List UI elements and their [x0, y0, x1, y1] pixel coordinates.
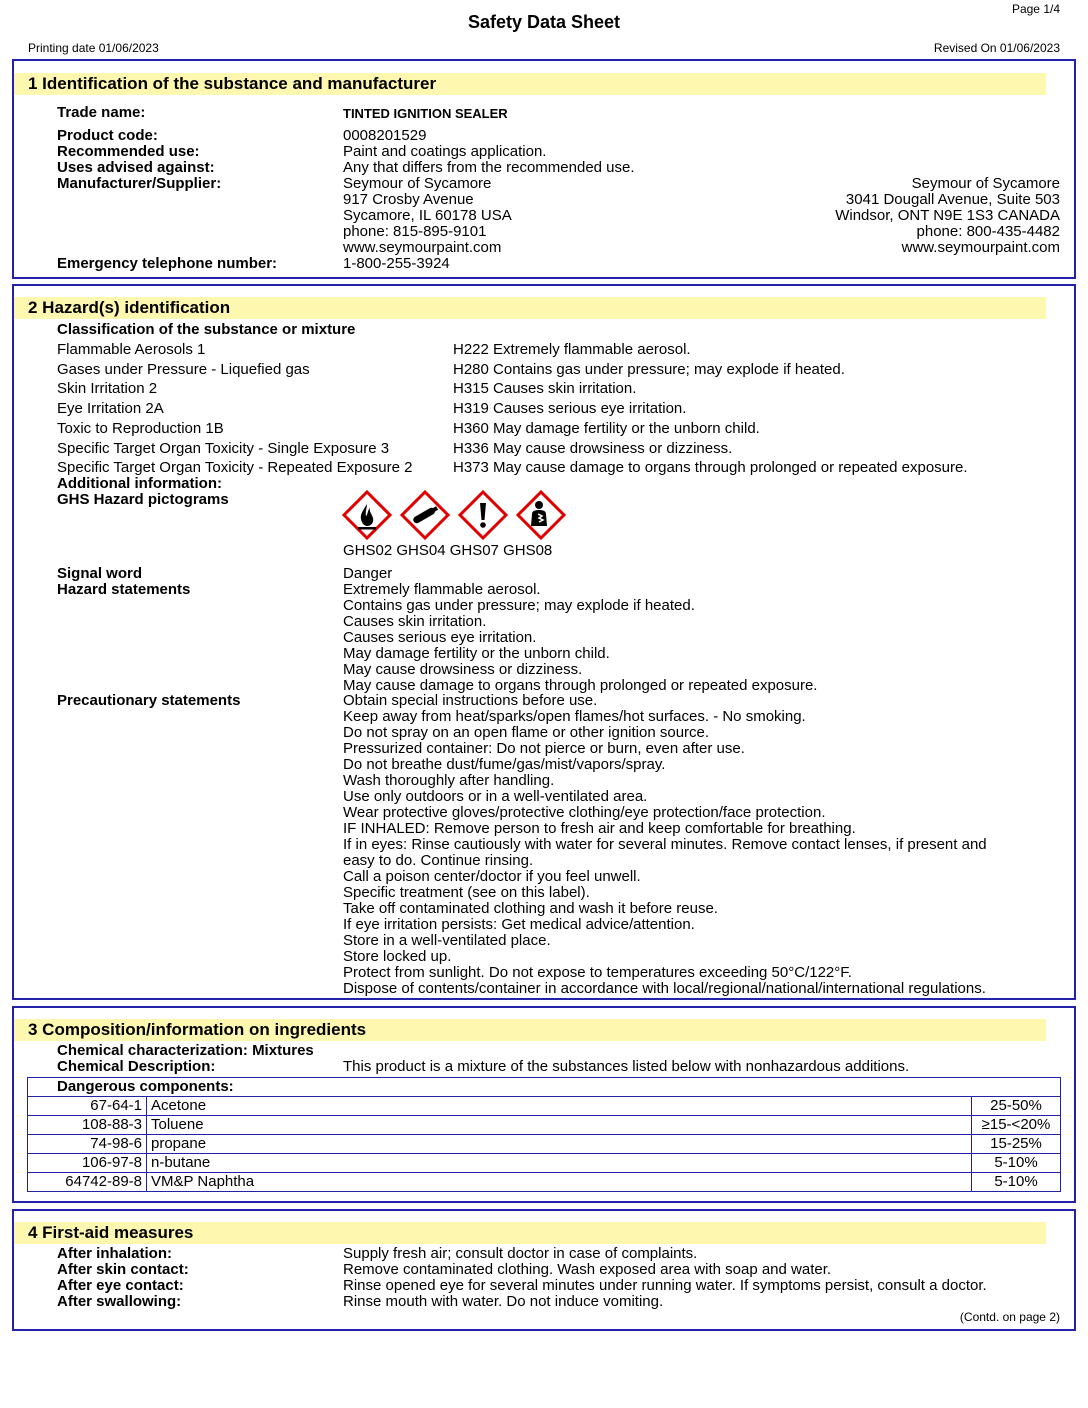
precautionary-statement: If in eyes: Rinse cautiously with water for several minutes. Remove contact lenses, if present and — [343, 836, 987, 853]
hazard-statement: May cause damage to organs through prolonged or repeated exposure. — [343, 677, 818, 694]
chemical-description-value: This product is a mixture of the substances listed below with nonhazardous additions. — [343, 1058, 910, 1075]
precautionary-statement: Store in a well-ventilated place. — [343, 932, 551, 949]
cas-number: 64742-89-8 — [28, 1173, 147, 1192]
cas-number: 67-64-1 — [28, 1097, 147, 1116]
precautionary-statement: Store locked up. — [343, 948, 452, 965]
s1-values — [343, 128, 635, 256]
trade-name-value: TINTED IGNITION SEALER — [343, 106, 508, 121]
flame-icon — [342, 490, 392, 540]
cas-number: 74-98-6 — [28, 1135, 147, 1154]
section-2-title: 2 Hazard(s) identification — [14, 297, 1046, 319]
hazard-statement: Causes serious eye irritation. — [343, 629, 537, 646]
hazard-class: Gases under Pressure - Liquefied gas — [57, 360, 310, 378]
first-aid-values — [343, 1246, 987, 1310]
hazard-code: H319 Causes serious eye irritation. — [453, 400, 687, 418]
precautionary-statement: Wear protective gloves/protective clothing/eye protection/face protection. — [343, 804, 826, 821]
uses-advised-against-label: Uses advised against: — [57, 159, 215, 176]
first-aid-value: Rinse opened eye for several minutes under running water. If symptoms persist, consult a doctor. — [343, 1277, 987, 1294]
hazard-class: Skin Irritation 2 — [57, 380, 158, 398]
pictograms-label: GHS Hazard pictograms — [57, 491, 229, 508]
uses-advised-against-value: Any that differs from the recommended use. — [343, 159, 635, 176]
hazard-statements-label: Hazard statements — [57, 581, 191, 598]
product-code-value: 0008201529 — [343, 127, 427, 144]
component-percent: 5-10% — [972, 1173, 1061, 1192]
ca-website[interactable]: www.seymourpaint.com — [901, 239, 1060, 256]
product-code-label: Product code: — [57, 127, 158, 144]
precautionary-statement: easy to do. Continue rinsing. — [343, 852, 534, 869]
chemical-description-label: Chemical Description: — [57, 1058, 216, 1075]
precautionary-statement: Specific treatment (see on this label). — [343, 884, 590, 901]
precautionary-statement: Protect from sunlight. Do not expose to temperatures exceeding 50°C/122°F. — [343, 964, 852, 981]
us-address-line: 917 Crosby Avenue — [343, 191, 474, 208]
hazard-code: H373 May cause damage to organs through prolonged or repeated exposure. — [453, 459, 968, 477]
ca-address-line: Seymour of Sycamore — [911, 175, 1060, 192]
hazard-class: Toxic to Reproduction 1B — [57, 419, 224, 437]
signal-word-label: Signal word — [57, 565, 143, 582]
hazard-statement: May cause drowsiness or dizziness. — [343, 661, 583, 678]
precautionary-statement: Use only outdoors or in a well-ventilated area. — [343, 788, 648, 805]
printing-date: Printing date 01/06/2023 — [28, 41, 159, 55]
component-percent: 15-25% — [972, 1135, 1061, 1154]
precautionary-statement: Do not spray on an open flame or other ignition source. — [343, 724, 710, 741]
continued-note: (Contd. on page 2) — [959, 1310, 1060, 1324]
hazard-code: H222 Extremely flammable aerosol. — [453, 341, 691, 358]
precautionary-statement: Pressurized container: Do not pierce or burn, even after use. — [343, 740, 745, 757]
first-aid-value: Supply fresh air; consult doctor in case of complaints. — [343, 1245, 698, 1262]
chemical-characterization: Chemical characterization: Mixtures — [57, 1042, 314, 1059]
first-aid-value: Remove contaminated clothing. Wash exposed area with soap and water. — [343, 1261, 832, 1278]
precautionary-statement: Obtain special instructions before use. — [343, 692, 598, 709]
gas-cylinder-icon — [400, 490, 450, 540]
table-row — [28, 1173, 1061, 1192]
component-percent: 5-10% — [972, 1154, 1061, 1173]
component-name: Acetone — [147, 1097, 972, 1116]
hazard-statement: May damage fertility or the unborn child. — [343, 645, 610, 662]
component-percent: 25-50% — [972, 1097, 1061, 1116]
hazard-classes — [57, 340, 412, 478]
precautionary-label: Precautionary statements — [57, 692, 241, 709]
manufacturer-name: Seymour of Sycamore — [343, 175, 492, 192]
hazard-code: H336 May cause drowsiness or dizziness. — [453, 439, 733, 457]
hazard-code: H360 May damage fertility or the unborn child. — [453, 419, 760, 437]
component-name: n-butane — [147, 1154, 972, 1173]
first-aid-label: After swallowing: — [57, 1293, 182, 1310]
classification-label: Classification of the substance or mixture — [57, 321, 356, 338]
hazard-code: H315 Causes skin irritation. — [453, 380, 637, 398]
component-name: Toluene — [147, 1116, 972, 1135]
table-row — [28, 1116, 1061, 1135]
first-aid-label: After eye contact: — [57, 1277, 184, 1294]
signal-word-value: Danger — [343, 565, 393, 582]
components-table — [27, 1077, 1061, 1192]
hazard-statement: Contains gas under pressure; may explode if heated. — [343, 597, 695, 614]
first-aid-label: After inhalation: — [57, 1245, 172, 1262]
s1-labels — [57, 128, 221, 192]
hazard-class: Specific Target Organ Toxicity - Single Exposure 3 — [57, 439, 390, 457]
precautionary-statements — [343, 693, 1061, 997]
component-percent: ≥15-<20% — [972, 1116, 1061, 1135]
precautionary-statement: Wash thoroughly after handling. — [343, 772, 555, 789]
precautionary-statement: Take off contaminated clothing and wash it before reuse. — [343, 900, 718, 917]
ca-address-line: Windsor, ONT N9E 1S3 CANADA — [835, 207, 1060, 224]
hazard-class: Flammable Aerosols 1 — [57, 341, 206, 358]
document-title: Safety Data Sheet — [467, 12, 621, 32]
emergency-phone-value: 1-800-255-3924 — [343, 255, 450, 272]
precautionary-statement: IF INHALED: Remove person to fresh air and keep comfortable for breathing. — [343, 820, 856, 837]
hazard-statement: Extremely flammable aerosol. — [343, 581, 541, 598]
section-3-title: 3 Composition/information on ingredients — [14, 1019, 1046, 1041]
precautionary-statement: Do not breathe dust/fume/gas/mist/vapors/spray. — [343, 756, 666, 773]
cas-number: 108-88-3 — [28, 1116, 147, 1135]
table-row — [28, 1135, 1061, 1154]
precautionary-statement: Dispose of contents/container in accordance with local/regional/national/international regulations. — [343, 980, 986, 997]
hazard-code: H280 Contains gas under pressure; may explode if heated. — [453, 360, 845, 378]
ca-address-line: 3041 Dougall Avenue, Suite 503 — [845, 191, 1060, 208]
ca-phone: phone: 800-435-4482 — [916, 223, 1060, 240]
cas-number: 106-97-8 — [28, 1154, 147, 1173]
page-number: Page 1/4 — [1011, 2, 1060, 16]
table-row — [28, 1097, 1061, 1116]
exclamation-icon — [458, 490, 508, 540]
us-address-line: Sycamore, IL 60178 USA — [343, 207, 512, 224]
table-header-row — [28, 1078, 1061, 1097]
precautionary-statement: Call a poison center/doctor if you feel unwell. — [343, 868, 641, 885]
hazard-statements — [343, 582, 817, 694]
precautionary-statement: Keep away from heat/sparks/open flames/hot surfaces. - No smoking. — [343, 708, 806, 725]
precautionary-statement: If eye irritation persists: Get medical advice/attention. — [343, 916, 695, 933]
component-name: propane — [147, 1135, 972, 1154]
first-aid-labels — [57, 1246, 189, 1310]
section-1-title: 1 Identification of the substance and manufacturer — [14, 73, 1046, 95]
first-aid-value: Rinse mouth with water. Do not induce vomiting. — [343, 1293, 664, 1310]
component-name: VM&P Naphtha — [147, 1173, 972, 1192]
pictogram-codes: GHS02 GHS04 GHS07 GHS08 — [343, 542, 553, 559]
hazard-class: Specific Target Organ Toxicity - Repeated Exposure 2 — [57, 459, 413, 477]
first-aid-label: After skin contact: — [57, 1261, 189, 1278]
revised-date: Revised On 01/06/2023 — [933, 41, 1060, 55]
manufacturer-label: Manufacturer/Supplier: — [57, 175, 222, 192]
us-phone: phone: 815-895-9101 — [343, 223, 487, 240]
health-hazard-icon — [516, 490, 566, 540]
us-website[interactable]: www.seymourpaint.com — [343, 239, 502, 256]
components-header: Dangerous components: — [28, 1078, 1061, 1097]
table-row — [28, 1154, 1061, 1173]
emergency-phone-label: Emergency telephone number: — [57, 255, 278, 272]
hazard-statement: Causes skin irritation. — [343, 613, 487, 630]
recommended-use-value: Paint and coatings application. — [343, 143, 547, 160]
section-4-title: 4 First-aid measures — [14, 1222, 1046, 1244]
canada-address — [835, 176, 1060, 256]
additional-info-label: Additional information: — [57, 475, 222, 492]
trade-name-label: Trade name: — [57, 104, 146, 121]
hazard-codes — [453, 340, 968, 478]
recommended-use-label: Recommended use: — [57, 143, 200, 160]
hazard-class: Eye Irritation 2A — [57, 400, 164, 418]
